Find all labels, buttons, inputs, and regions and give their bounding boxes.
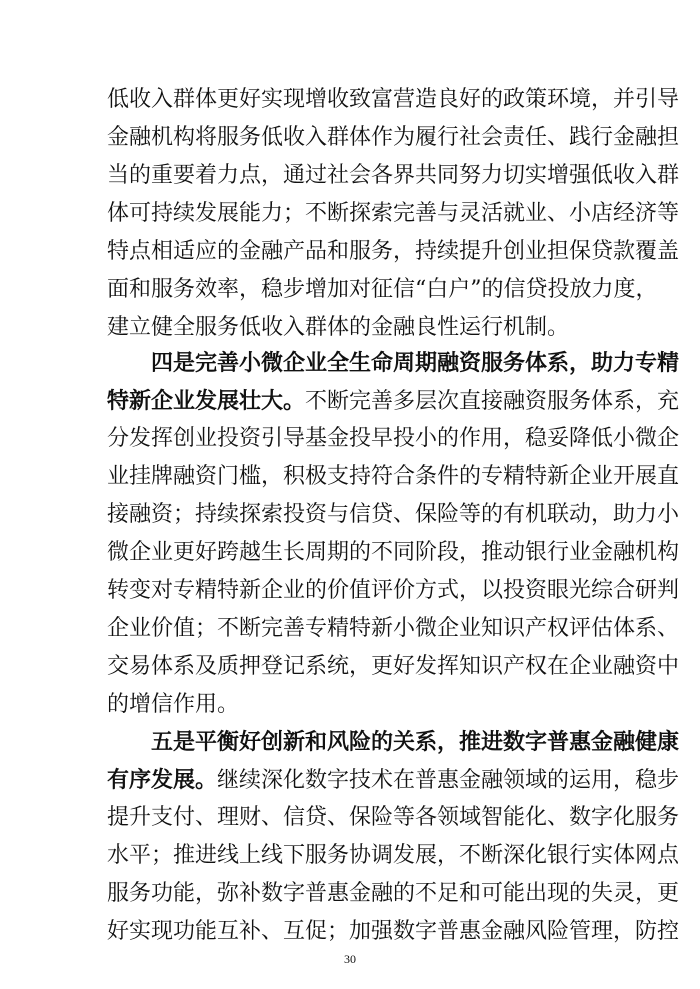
para2-line: 交易体系及质押登记系统，更好发挥知识产权在企业融资中: [107, 654, 680, 679]
para3-line: 服务功能，弥补数字普惠金融的不足和可能出现的失灵，更: [107, 881, 680, 906]
para3-line-rest: 继续深化数字技术在普惠金融领域的运用，稳步: [217, 768, 680, 793]
para2-heading-end: 特新企业发展壮大。: [107, 388, 306, 414]
para3-line: [107, 763, 680, 797]
para2-line: 微企业更好跨越生长周期的不同阶段，推动银行业金融机构: [107, 540, 680, 565]
para1-line: 面和服务效率，稳步增加对征信“白户”的信贷投放力度，: [107, 277, 658, 302]
para2-line-rest: 不断完善多层次直接融资服务体系，充: [305, 389, 680, 414]
para1-line: 低收入群体更好实现增收致富营造良好的政策环境，并引导: [107, 87, 680, 112]
para2-heading: 四是完善小微企业全生命周期融资服务体系，助力专精: [151, 350, 680, 376]
para2-line: 转变对专精特新企业的价值评价方式，以投资眼光综合研判: [107, 578, 680, 603]
para3-line: 提升支付、理财、信贷、保险等各领域智能化、数字化服务: [107, 805, 680, 830]
page-number: 30: [344, 952, 356, 966]
para1-line: 体可持续发展能力；不断探索完善与灵活就业、小店经济等: [107, 201, 680, 226]
para2-line: 分发挥创业投资引导基金投早投小的作用，稳妥降低小微企: [107, 426, 680, 451]
para1-line: 金融机构将服务低收入群体作为履行社会责任、践行金融担: [107, 125, 680, 150]
para3-line: 水平；推进线上线下服务协调发展，不断深化银行实体网点: [107, 843, 680, 868]
para1-line: 建立健全服务低收入群体的金融良性运行机制。: [107, 315, 570, 340]
para3-line: 好实现功能互补、互促；加强数字普惠金融风险管理，防控: [107, 919, 680, 944]
para1-line: 特点相适应的金融产品和服务，持续提升创业担保贷款覆盖: [107, 239, 680, 264]
para2-line: 接融资；持续探索投资与信贷、保险等的有机联动，助力小: [107, 502, 680, 527]
para3-heading: 五是平衡好创新和风险的关系，推进数字普惠金融健康: [151, 729, 680, 755]
para2-line: 业挂牌融资门槛，积极支持符合条件的专精特新企业开展直: [107, 464, 680, 489]
para2-line: 的增信作用。: [107, 692, 240, 717]
para3-heading-end: 有序发展。: [107, 767, 218, 793]
para2-line: 企业价值；不断完善专精特新小微企业知识产权评估体系、: [107, 616, 680, 641]
para1-line: 当的重要着力点，通过社会各界共同努力切实增强低收入群: [107, 163, 680, 188]
para2-line: [107, 384, 680, 418]
